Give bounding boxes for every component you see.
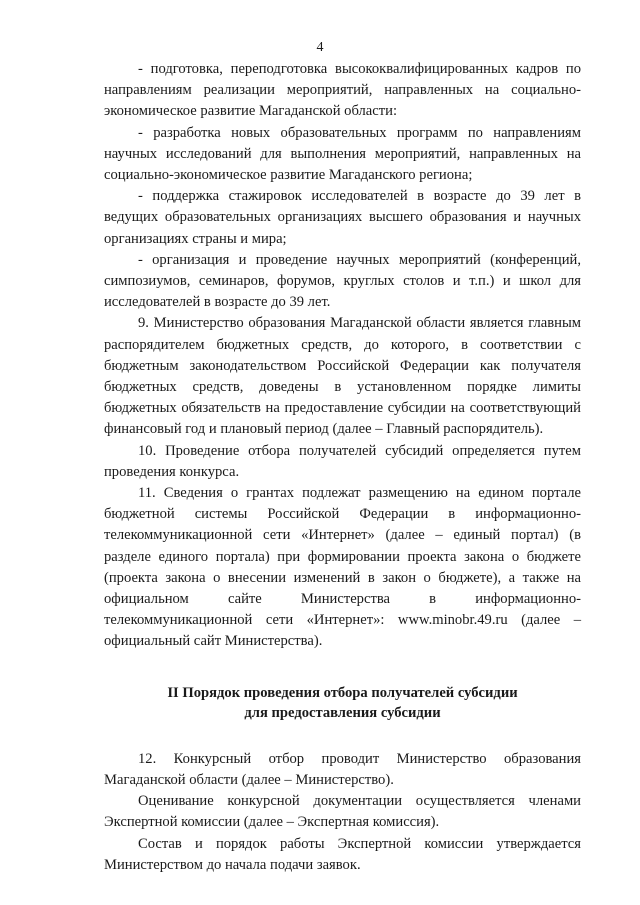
section-heading-line-1: II Порядок проведения отбора получателей субсидии — [167, 684, 518, 701]
paragraph-training: - подготовка, переподготовка высококвалифицированных кадров по направлениям реализации мероприятий, направленных на социально-экономическое развитие Магаданской области: — [104, 61, 581, 120]
document-body — [104, 59, 581, 876]
paragraph-clause-10: 10. Проведение отбора получателей субсидий определяется путем проведения конкурса. — [104, 442, 581, 480]
spacer — [104, 653, 581, 683]
page-number: 4 — [316, 40, 324, 55]
section-heading-line-2: для предоставления субсидии — [244, 704, 441, 721]
paragraph-commission: Состав и порядок работы Экспертной комиссии утверждается Министерством до начала подачи заявок. — [104, 835, 581, 873]
paragraph-clause-9: 9. Министерство образования Магаданской области является главным распорядителем бюджетных средств, до которого, в соответствии с бюджетным законодательством Российской Федерации как получателя бюджетных средств, доведены в установленном порядке лимиты бюджетных обязательств на предоставление субсидии на соответствующий финансовый год и плановый период (далее – Главный распорядитель). — [104, 315, 581, 438]
paragraph-clause-11: 11. Сведения о грантах подлежат размещению на едином портале бюджетной системы Российской Федерации в информационно-телекоммуникационной сети «Интернет» (далее – единый портал) (в разделе единого портала) при формировании проекта закона о бюджете (проекта закона о внесении изменений в закон о бюджете), а также на официальном сайте Министерства в информационно-телекоммуникационной сети «Интернет»: www.minobr.49.ru (далее – официальный сайт Министерства). — [104, 485, 581, 650]
paragraph-clause-12: 12. Конкурсный отбор проводит Министерство образования Магаданской области (далее – Министерство). — [104, 750, 581, 788]
paragraph-internships: - поддержка стажировок исследователей в возрасте до 39 лет в ведущих образовательных организациях высшего образования и научных организациях страны и мира; — [104, 188, 581, 247]
paragraph-new-programs: - разработка новых образовательных программ по направлениям научных исследований для выполнения мероприятий, направленных на социально-экономическое развитие Магаданского региона; — [104, 124, 581, 184]
spacer — [104, 723, 581, 749]
paragraph-scientific-events: - организация и проведение научных мероприятий (конференций, симпозиумов, семинаров, форумов, круглых столов и т.п.) и школ для исследователей в возрасте до 39 лет. — [104, 251, 581, 311]
section-heading — [104, 683, 581, 723]
paragraph-evaluation: Оценивание конкурсной документации осуществляется членами Экспертной комиссии (далее – Экспертная комиссия). — [104, 793, 581, 831]
